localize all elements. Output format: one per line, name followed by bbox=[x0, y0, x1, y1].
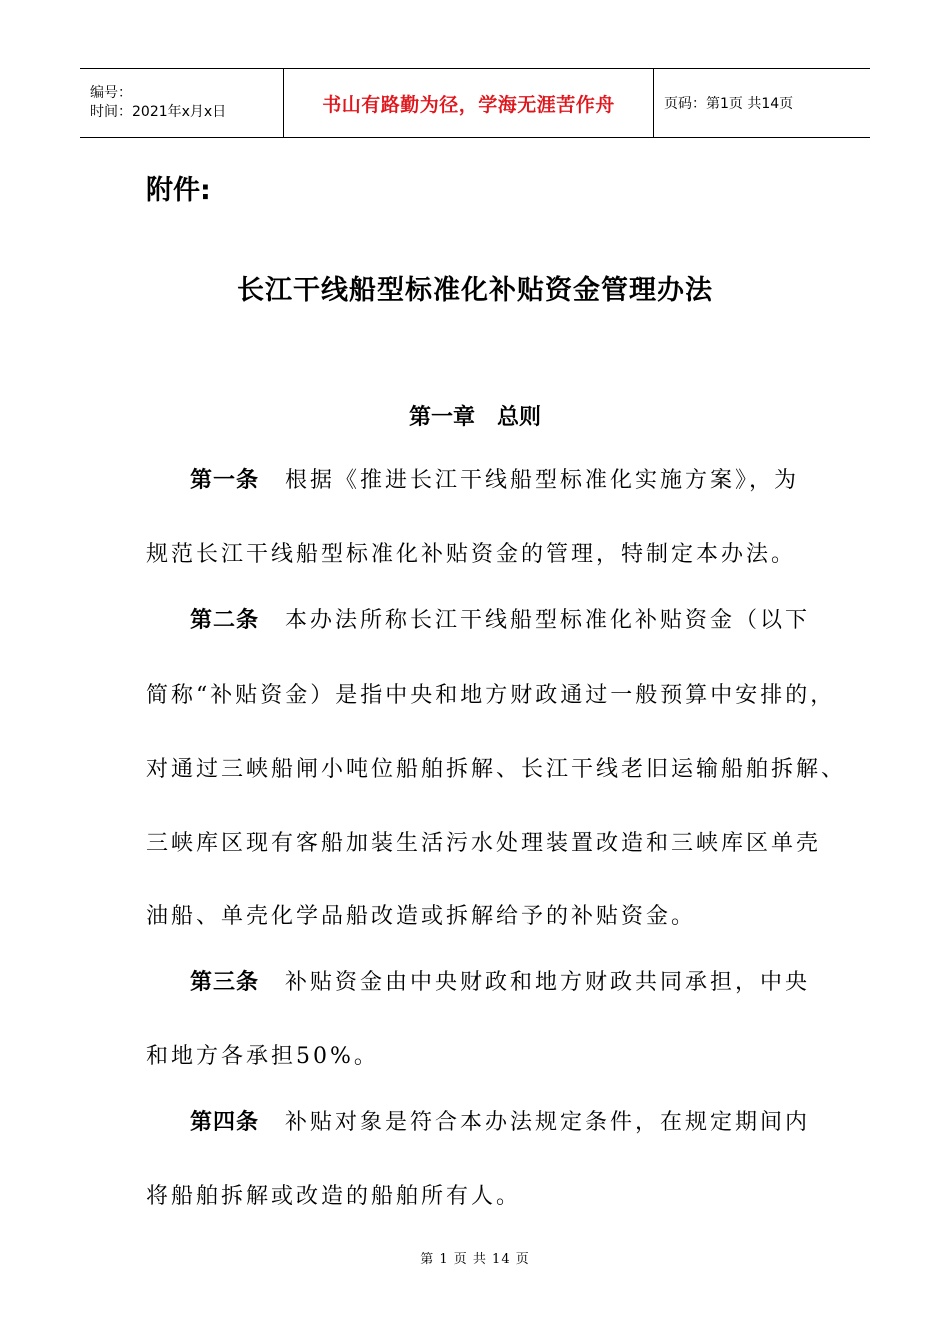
chapter-number: 第一章 bbox=[408, 405, 475, 430]
article-3-label: 第三条 bbox=[190, 970, 260, 995]
article-4-text-1: 补贴对象是符合本办法规定条件，在规定期间内 bbox=[285, 1110, 811, 1135]
article-4-line-1 bbox=[190, 1105, 810, 1136]
article-3-text-1: 补贴资金由中央财政和地方财政共同承担，中央 bbox=[285, 970, 811, 995]
chapter-name: 总则 bbox=[497, 405, 542, 430]
article-1-line-1 bbox=[190, 463, 799, 494]
article-2-label: 第二条 bbox=[190, 608, 260, 633]
article-3-line-2: 和地方各承担50%。 bbox=[146, 1044, 379, 1069]
article-4-line-2: 将船舶拆解或改造的船舶所有人。 bbox=[146, 1184, 522, 1209]
page-footer: 第 1 页 共 14 页 bbox=[420, 1252, 530, 1267]
time-label: 时间：2021年x月x日 bbox=[90, 104, 227, 120]
document-header bbox=[80, 68, 870, 138]
header-page-info bbox=[654, 69, 870, 137]
header-meta bbox=[80, 69, 283, 137]
page-info-text: 页码：第1页 共14页 bbox=[664, 96, 794, 112]
header-motto bbox=[283, 69, 654, 137]
article-3-line-1 bbox=[190, 965, 810, 996]
article-1-text-1: 根据《推进长江干线船型标准化实施方案》，为 bbox=[285, 468, 800, 493]
article-2-text-1: 本办法所称长江干线船型标准化补贴资金（以下 bbox=[285, 608, 811, 633]
article-4-label: 第四条 bbox=[190, 1110, 260, 1135]
article-2-line-5: 油船、单壳化学品船改造或拆解给予的补贴资金。 bbox=[146, 904, 697, 929]
article-2-line-2: 简称“补贴资金）是指中央和地方财政通过一般预算中安排的， bbox=[146, 683, 836, 708]
motto-text: 书山有路勤为径，学海无涯苦作舟 bbox=[322, 93, 615, 116]
document-title: 长江干线船型标准化补贴资金管理办法 bbox=[237, 275, 713, 306]
article-2-line-1 bbox=[190, 603, 810, 634]
number-label: 编号： bbox=[90, 85, 132, 101]
article-2-line-4: 三峡库区现有客船加装生活污水处理装置改造和三峡库区单壳 bbox=[146, 831, 822, 856]
attachment-label: 附件: bbox=[146, 175, 211, 206]
article-1-line-2: 规范长江干线船型标准化补贴资金的管理，特制定本办法。 bbox=[146, 542, 797, 567]
chapter-heading bbox=[0, 400, 950, 431]
article-1-label: 第一条 bbox=[190, 468, 260, 493]
article-2-line-3: 对通过三峡船闸小吨位船舶拆解、长江干线老旧运输船舶拆解、 bbox=[146, 757, 847, 782]
